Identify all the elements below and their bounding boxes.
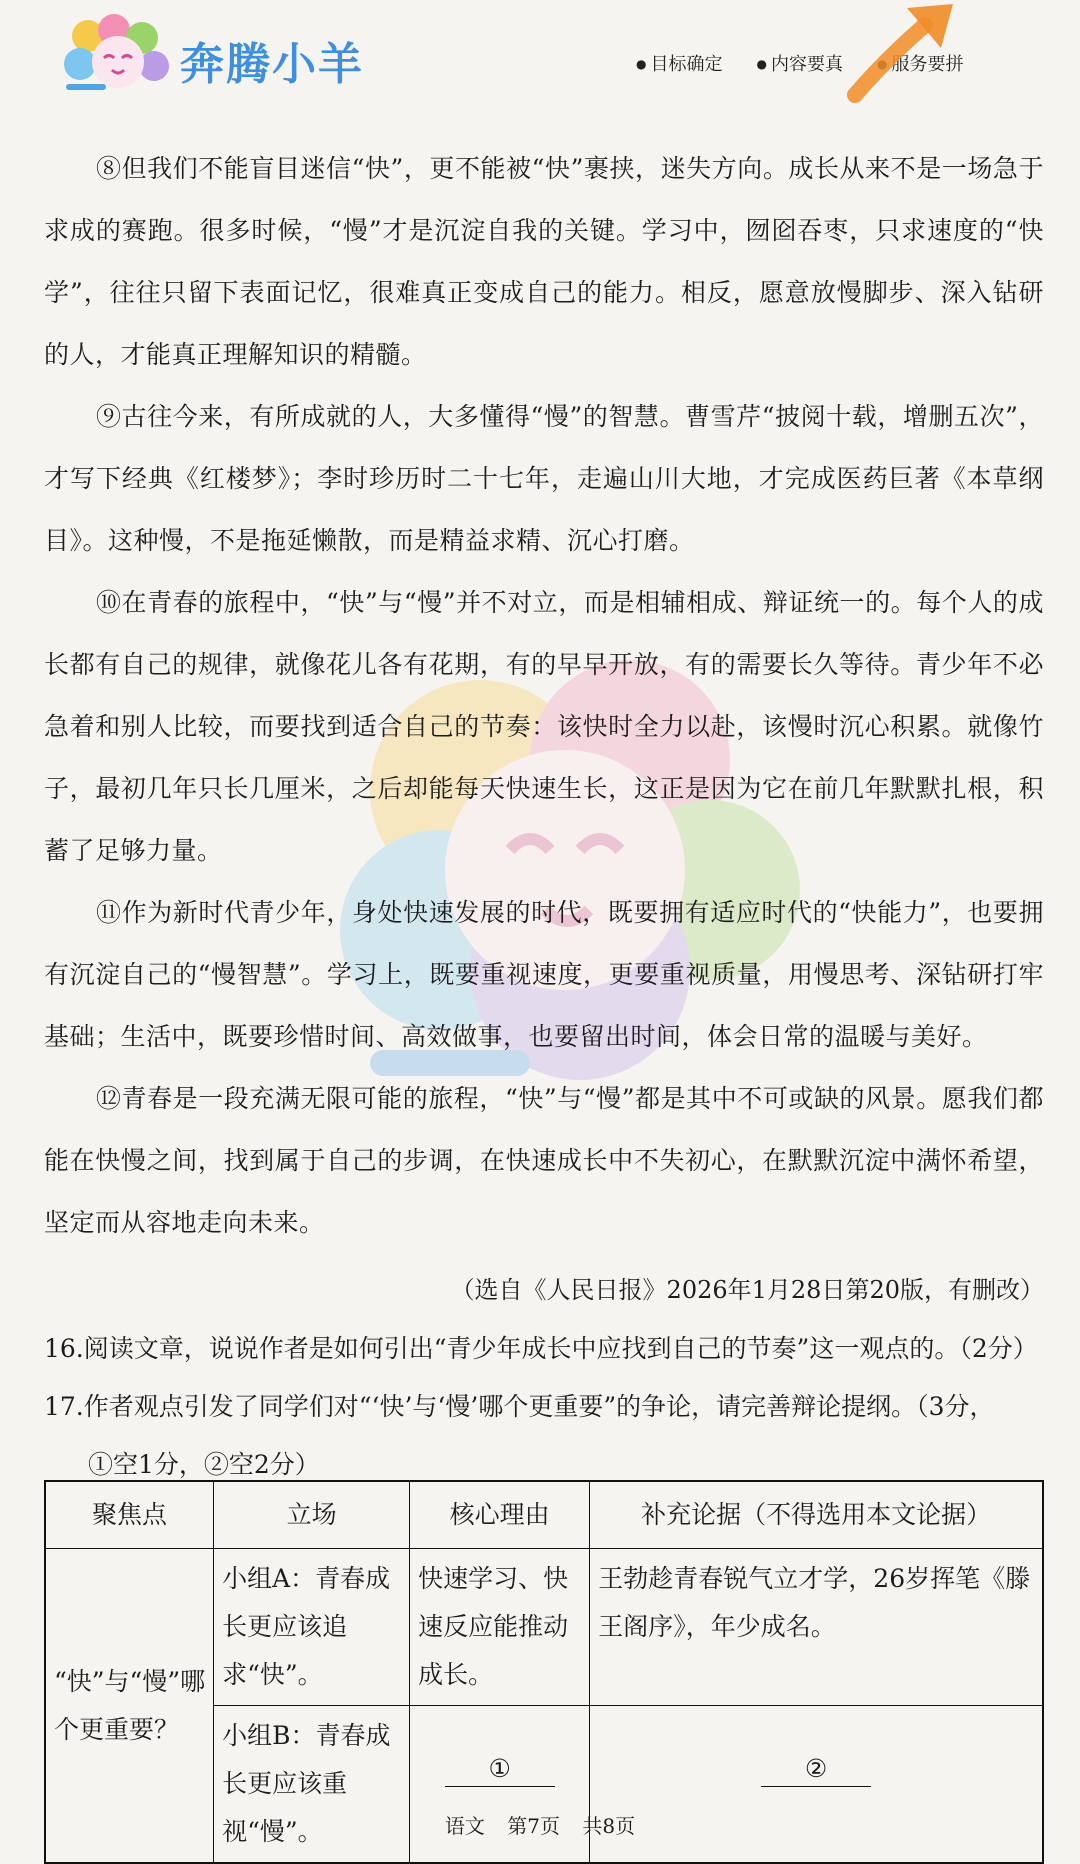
- footer-total: 共8页: [582, 1814, 636, 1838]
- evidence-a: 王勃趁青春锐气立才学，26岁挥笔《滕王阁序》，年少成名。: [590, 1549, 1043, 1706]
- sheep-logo-icon: [58, 14, 176, 98]
- header-reason: 核心理由: [410, 1481, 590, 1549]
- footer-subject: 语文: [444, 1814, 485, 1838]
- evidence-b-cell: [590, 1706, 1043, 1864]
- answer-blank-2[interactable]: ②: [761, 1752, 871, 1787]
- focus-cell: “快”与“慢”哪个更重要？: [45, 1549, 214, 1864]
- question-16: 16.阅读文章，说说作者是如何引出“青少年成长中应找到自己的节奏”这一观点的。（2分）: [44, 1334, 1038, 1363]
- paragraph-9: ⑨古往今来，有所成就的人，大多懂得“慢”的智慧。曹雪芹“披阅十载，增删五次”，才写下经典《红楼梦》；李时珍历时二十七年，走遍山川大地，才完成医药巨著《本草纲目》。这种慢，不是拖延懒散，而是精益求精、沉心打磨。: [44, 402, 1044, 555]
- question-17-scoring: ①空1分，②空2分）: [88, 1450, 320, 1479]
- header-evidence: 补充论据（不得选用本文论据）: [590, 1481, 1043, 1549]
- article-body: [44, 138, 1044, 1494]
- answer-blank-1[interactable]: ①: [445, 1752, 555, 1787]
- table-row: [45, 1549, 1043, 1706]
- paragraph-8: ⑧但我们不能盲目迷信“快”，更不能被“快”裹挟，迷失方向。成长从来不是一场急于求成的赛跑。很多时候，“慢”才是沉淀自我的关键。学习中，囫囵吞枣，只求速度的“快学”，往往只留下表面记忆，很难真正变成自己的能力。相反，愿意放慢脚步、深入钻研的人，才能真正理解知识的精髓。: [44, 154, 1044, 369]
- table-header-row: [45, 1481, 1043, 1549]
- question-17: 17.作者观点引发了同学们对“‘快’与‘慢’哪个更重要”的争论，请完善辩论提纲。（3分，: [44, 1392, 995, 1421]
- stance-a: 小组A：青春成长更应该追求“快”。: [214, 1549, 410, 1706]
- paragraph-11: ⑪作为新时代青少年，身处快速发展的时代，既要拥有适应时代的“快能力”，也要拥有沉淀自己的“慢智慧”。学习上，既要重视速度，更要重视质量，用慢思考、深钻研打牢基础；生活中，既要珍惜时间、高效做事，也要留出时间，体会日常的温暖与美好。: [44, 898, 1044, 1051]
- paragraph-10: ⑩在青春的旅程中，“快”与“慢”并不对立，而是相辅相成、辩证统一的。每个人的成长都有自己的规律，就像花儿各有花期，有的早早开放，有的需要长久等待。青少年不必急着和别人比较，而要找到适合自己的节奏：该快时全力以赴，该慢时沉心积累。就像竹子，最初几年只长几厘米，之后却能每天快速生长，这正是因为它在前几年默默扎根，积蓄了足够力量。: [44, 588, 1044, 865]
- article-source: （选自《人民日报》2026年1月28日第20版，有删改）: [450, 1276, 1044, 1304]
- brand-name: 奔腾小羊: [180, 39, 364, 90]
- page-footer: [0, 1810, 1080, 1839]
- stance-b: 小组B：青春成长更应该重视“慢”。: [214, 1706, 410, 1864]
- reason-b-cell: [410, 1706, 590, 1864]
- orange-arrow-icon: [835, 0, 965, 110]
- footer-page: 第7页: [507, 1814, 560, 1838]
- slogan-tag: ● 内容要真: [756, 50, 842, 76]
- debate-outline-table: [44, 1480, 1044, 1864]
- page-header: [0, 0, 1080, 120]
- header-focus: 聚焦点: [45, 1481, 214, 1549]
- paragraph-12: ⑫青春是一段充满无限可能的旅程，“快”与“慢”都是其中不可或缺的风景。愿我们都能在快慢之间，找到属于自己的步调，在快速成长中不失初心，在默默沉淀中满怀希望，坚定而从容地走向未来。: [44, 1084, 1044, 1237]
- header-stance: 立场: [214, 1481, 410, 1549]
- slogan-tag: ● 目标确定: [636, 50, 722, 76]
- slogan-tag: ● 服务要拼: [877, 50, 963, 76]
- reason-a: 快速学习、快速反应能推动成长。: [410, 1549, 590, 1706]
